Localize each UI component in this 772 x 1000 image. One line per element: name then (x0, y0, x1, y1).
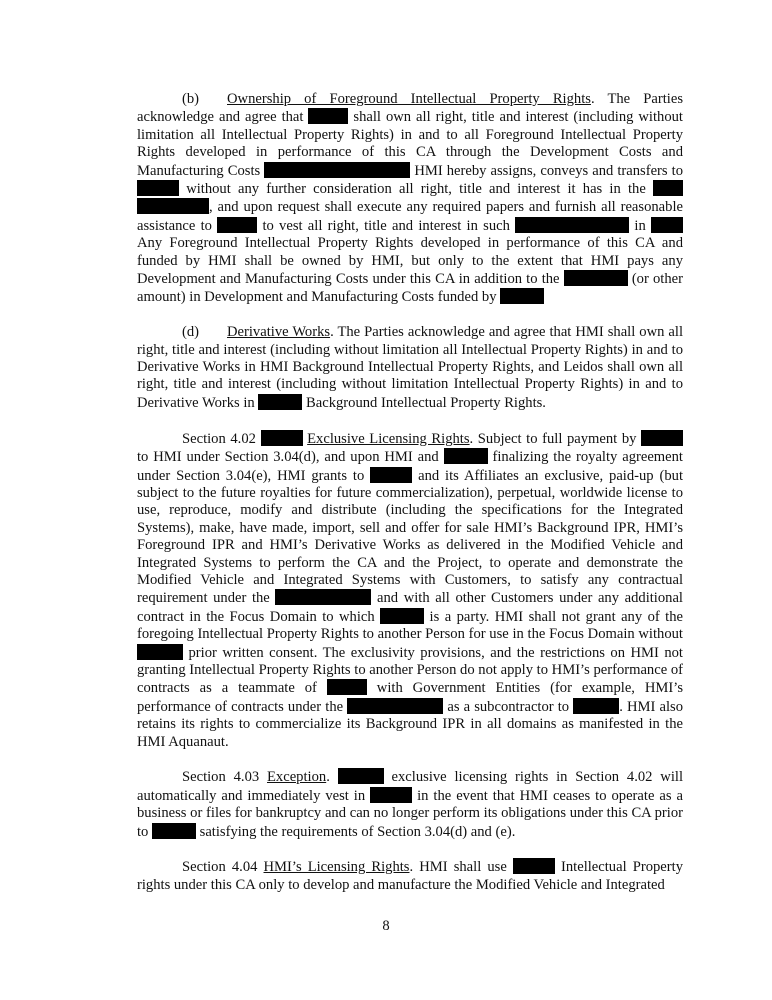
redaction-block (137, 198, 209, 214)
redaction-block (515, 217, 629, 233)
redaction-block (137, 180, 179, 196)
page-number: 8 (382, 918, 390, 934)
redaction-block (308, 108, 348, 124)
redaction-block (137, 644, 183, 660)
redaction-block (651, 217, 683, 233)
redaction-block (573, 698, 619, 714)
section-number: Section 4.02 (182, 430, 256, 447)
redaction-block (261, 430, 303, 446)
redaction-block (370, 787, 412, 803)
redaction-block (347, 698, 443, 714)
paragraph-label: (b) (182, 91, 200, 107)
redaction-block (338, 768, 384, 784)
heading-hmi-licensing-rights: HMI’s Licensing Rights (263, 859, 410, 876)
paragraph-label: (d) (182, 324, 200, 341)
heading-exception: Exception (267, 769, 327, 786)
heading-ownership: Ownership of Foreground Intellectual Property Rights (227, 91, 591, 107)
redaction-block (500, 288, 544, 304)
redaction-block (564, 270, 628, 286)
paragraph-section-4-02: Section 4.02 Exclusive Licensing Rights. Subject to full payment by to HMI under Section 3.04(d), and upon HMI and finalizing the royalty agreement under Section 3.04(e), HMI grants to and its Affiliates an exclusive, paid-up (but subject to the future royalties for future commercialization), perpetual, worldwide license to use, reproduce, modify and distribute (including the specifications for the Integrated Systems), make, have made, import, sell and offer for sale HMI’s Background IPR, HMI’s Foreground IPR and HMI’s Derivative Works as delivered in the Modified Vehicle and Integrated Systems to perform the CA and the Project, to operate and demonstrate the Modified Vehicle and Integrated Systems with Customers, to satisfy any contractual requirement under the and with all other Customers under any additional contract in the Focus Domain to which is a party. HMI shall not grant any of the foregoing Intellectual Property Rights to another Person for use in the Focus Domain without prior written consent. The exclusivity provisions, and the restrictions on HMI not granting Intellectual Property Rights to another Person do not apply to HMI’s performance of contracts as a teammate of with Government Entities (for example, HMI’s performance of contracts under the as a subcontractor to . HMI also retains its rights to commercialize its Background IPR in all domains as manifested in the HMI Aquanaut. (137, 430, 684, 750)
heading-exclusive-licensing-rights: Exclusive Licensing Rights (307, 430, 470, 447)
paragraph-section-4-03: Section 4.03 Exception. exclusive licensing rights in Section 4.02 will automatically and immediately vest in in the event that HMI ceases to operate as a business or files for bankruptcy and can no longer perform its obligations under this CA prior to satisfying the requirements of Section 3.04(d) and (e). (137, 769, 684, 840)
section-number: Section 4.04 (182, 859, 258, 876)
redaction-block (444, 448, 488, 464)
paragraph-section-4-04: Section 4.04 HMI’s Licensing Rights. HMI shall use Intellectual Property rights under this CA only to develop and manufacture the Modified Vehicle and Integrated (137, 859, 683, 893)
page-content (137, 91, 683, 912)
redaction-block (380, 608, 424, 624)
redaction-block (264, 162, 410, 178)
redaction-block (327, 679, 367, 695)
redaction-block (641, 430, 683, 446)
redaction-block (513, 858, 555, 874)
redaction-block (258, 394, 302, 410)
redaction-block (275, 589, 371, 605)
redaction-block (370, 467, 412, 483)
redaction-block (217, 217, 257, 233)
paragraph-derivative-works: (d) Derivative Works. The Parties acknowledge and agree that HMI shall own all right, title and interest (including without limitation all Intellectual Property Rights) in and to Derivative Works in HMI Background Intellectual Property Rights, and Leidos shall own all right, title and interest (including without limitation Intellectual Property Rights) in and to Derivative Works in Background Intellectual Property Rights. (137, 324, 683, 411)
paragraph-ownership: (b) Ownership of Foreground Intellectual Property Rights. The Parties acknowledge and agree that shall own all right, title and interest (including without limitation all Intellectual Property Rights) in and to all Foreground Intellectual Property Rights developed in performance of this CA through the Development Costs and Manufacturing Costs HMI hereby assigns, conveys and transfers to without any further consideration all right, title and interest it has in the , and upon request shall execute any required papers and furnish all reasonable assistance to to vest all right, title and interest in such in Any Foreground Intellectual Property Rights developed in performance of this CA and funded by HMI shall be owned by HMI, but only to the extent that HMI pays any Development and Manufacturing Costs under this CA in addition to the (or other amount) in Development and Manufacturing Costs funded by (137, 91, 684, 306)
section-number: Section 4.03 (182, 769, 260, 786)
redaction-block (152, 823, 196, 839)
redaction-block (653, 180, 683, 196)
heading-derivative-works: Derivative Works (227, 324, 331, 341)
